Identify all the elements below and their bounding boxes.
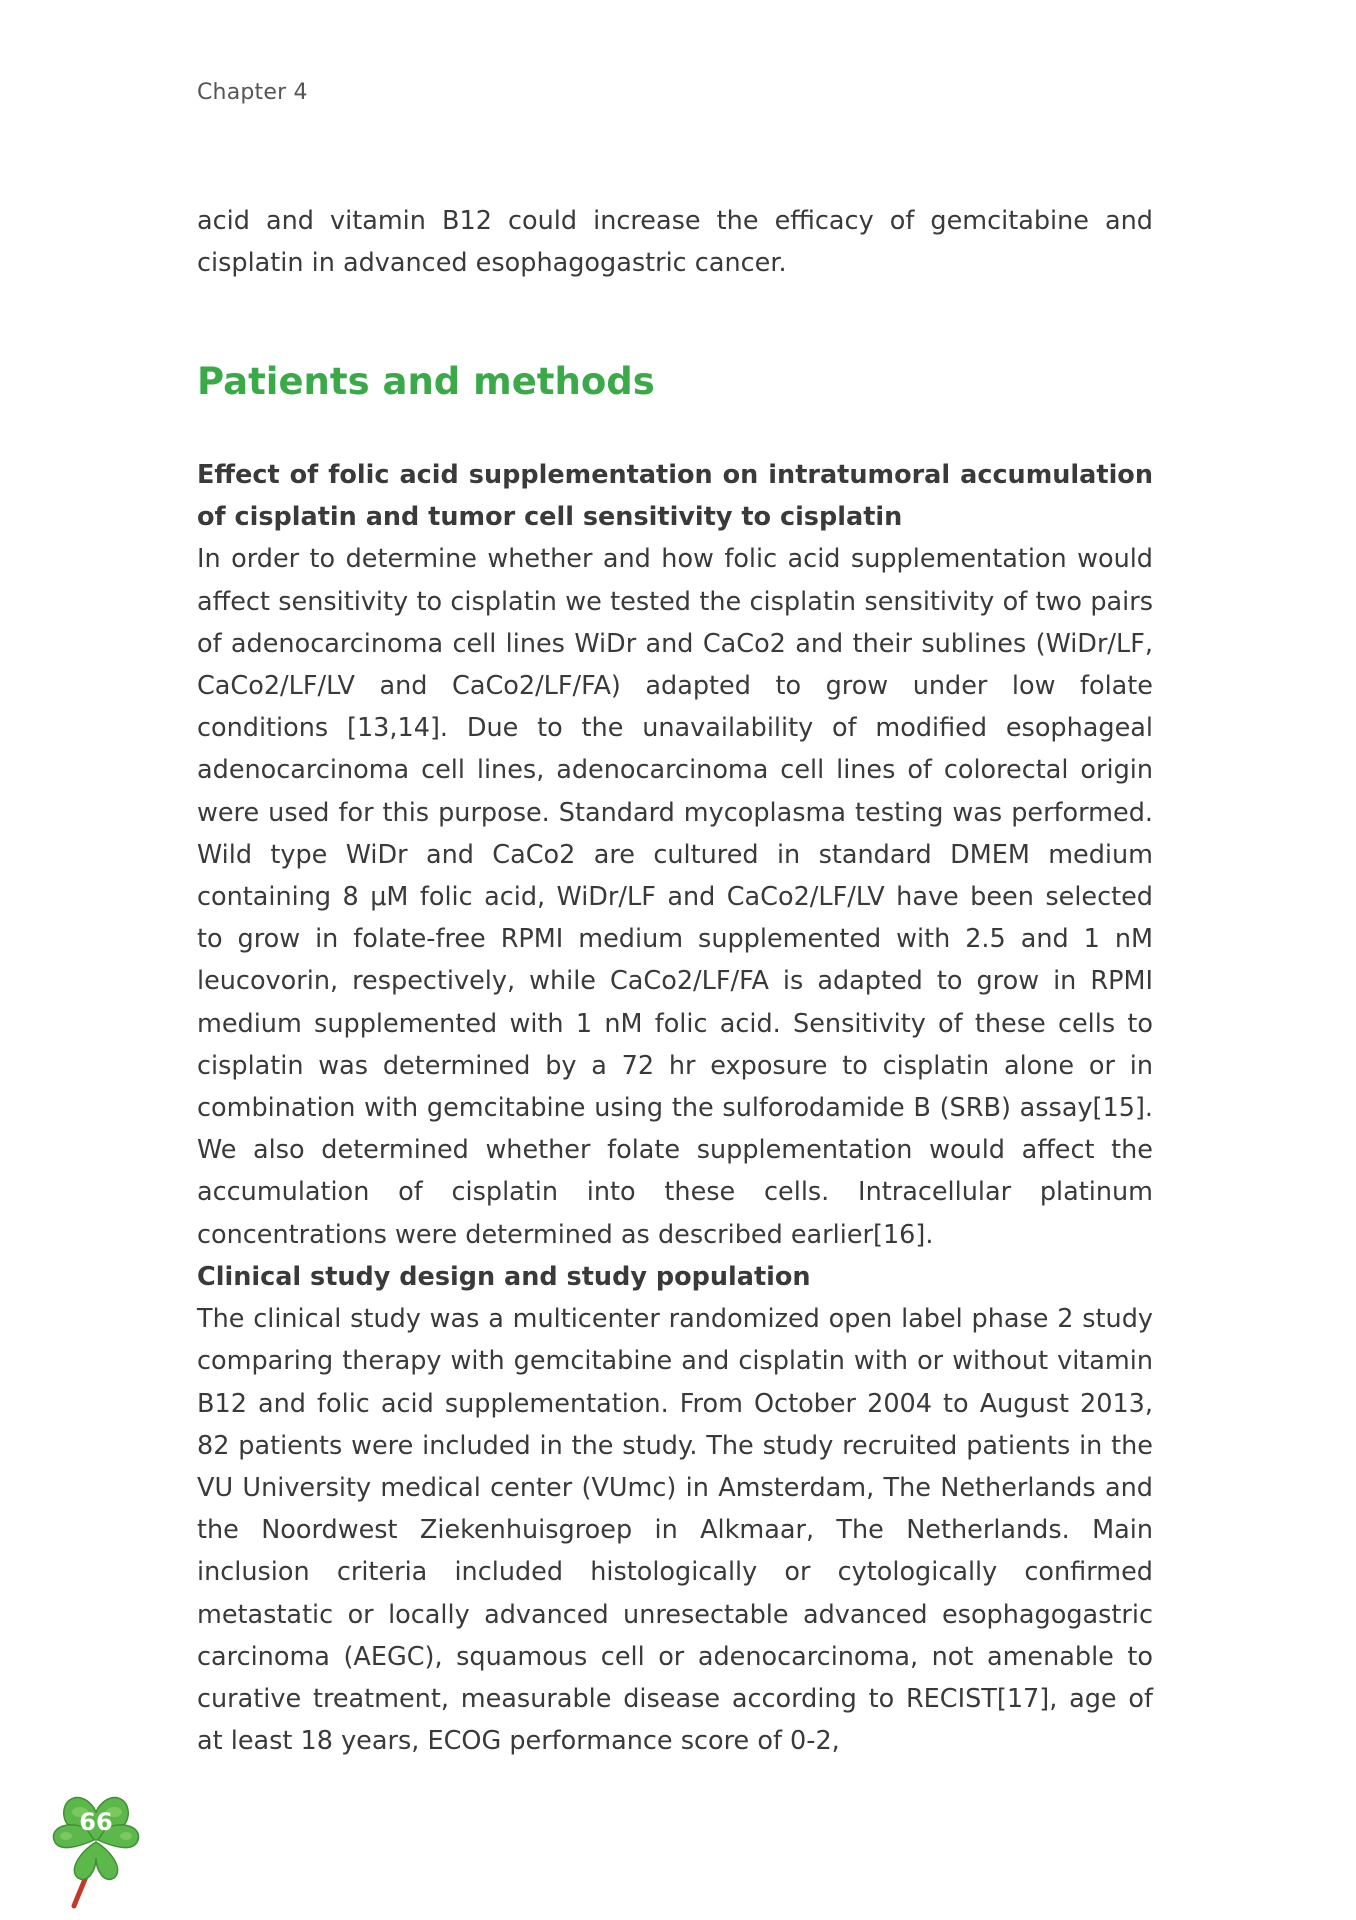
subsection-body: In order to determine whether and how folic acid supplementation would affect sensitivity to cisplatin we tested the cisplatin sensitivity of two pairs of adenocarcinoma cell lines WiDr and CaCo2 and their sublines (WiDr/LF, CaCo2/LF/LV and CaCo2/LF/FA) adapted to grow under low folate conditions [13,14]. Due to the unavailability of modified esophageal adenocarcinoma cell lines, adenocarcinoma cell lines of colorectal origin were used for this purpose. Standard mycoplasma testing was performed. Wild type WiDr and CaCo2 are cultured in standard DMEM medium containing 8 μM folic acid, WiDr/LF and CaCo2/LF/LV have been selected to grow in folate-free RPMI medium supplemented with 2.5 and 1 nM leucovorin, respectively, while CaCo2/LF/FA is adapted to grow in RPMI medium supplemented with 1 nM folic acid. Sensitivity of these cells to cisplatin was determined by a 72 hr exposure to cisplatin alone or in combination with gemcitabine using the sulforodamide B (SRB) assay[15]. We also determined whether folate supplementation would affect the accumulation of cisplatin into these cells. Intracellular platinum concentrations were determined as described earlier[16]. [197,544,1153,1250]
subsection-clinical-study [197,1256,1153,1762]
section-heading: Patients and methods [197,360,655,403]
subsection-folic-acid [197,454,1153,1256]
subsection-body: The clinical study was a multicenter randomized open label phase 2 study comparing therapy with gemcitabine and cisplatin with or without vitamin B12 and folic acid supplementation. From October 2004 to August 2013, 82 patients were included in the study. The study recruited patients in the VU University medical center (VUmc) in Amsterdam, The Netherlands and the Noordwest Ziekenhuisgroep in Alkmaar, The Netherlands. Main inclusion criteria included histologically or cytologically confirmed metastatic or locally advanced unresectable advanced esophagogastric carcinoma (AEGC), squamous cell or adenocarcinoma, not amenable to curative treatment, measurable disease according to RECIST[17], age of at least 18 years, ECOG performance score of 0-2, [197,1304,1153,1757]
page-number: 66 [79,1808,113,1836]
intro-paragraph-block [197,200,1153,284]
running-head: Chapter 4 [197,80,308,105]
four-leaf-clover-icon [46,1786,146,1910]
subsection-heading: Clinical study design and study population [197,1262,811,1292]
intro-paragraph: acid and vitamin B12 could increase the efficacy of gemcitabine and cisplatin in advanced esophagogastric cancer. [197,206,1153,279]
subsection-heading: Effect of folic acid supplementation on intratumoral accumulation of cisplatin and tumor cell sensitivity to cisplatin [197,460,1153,533]
